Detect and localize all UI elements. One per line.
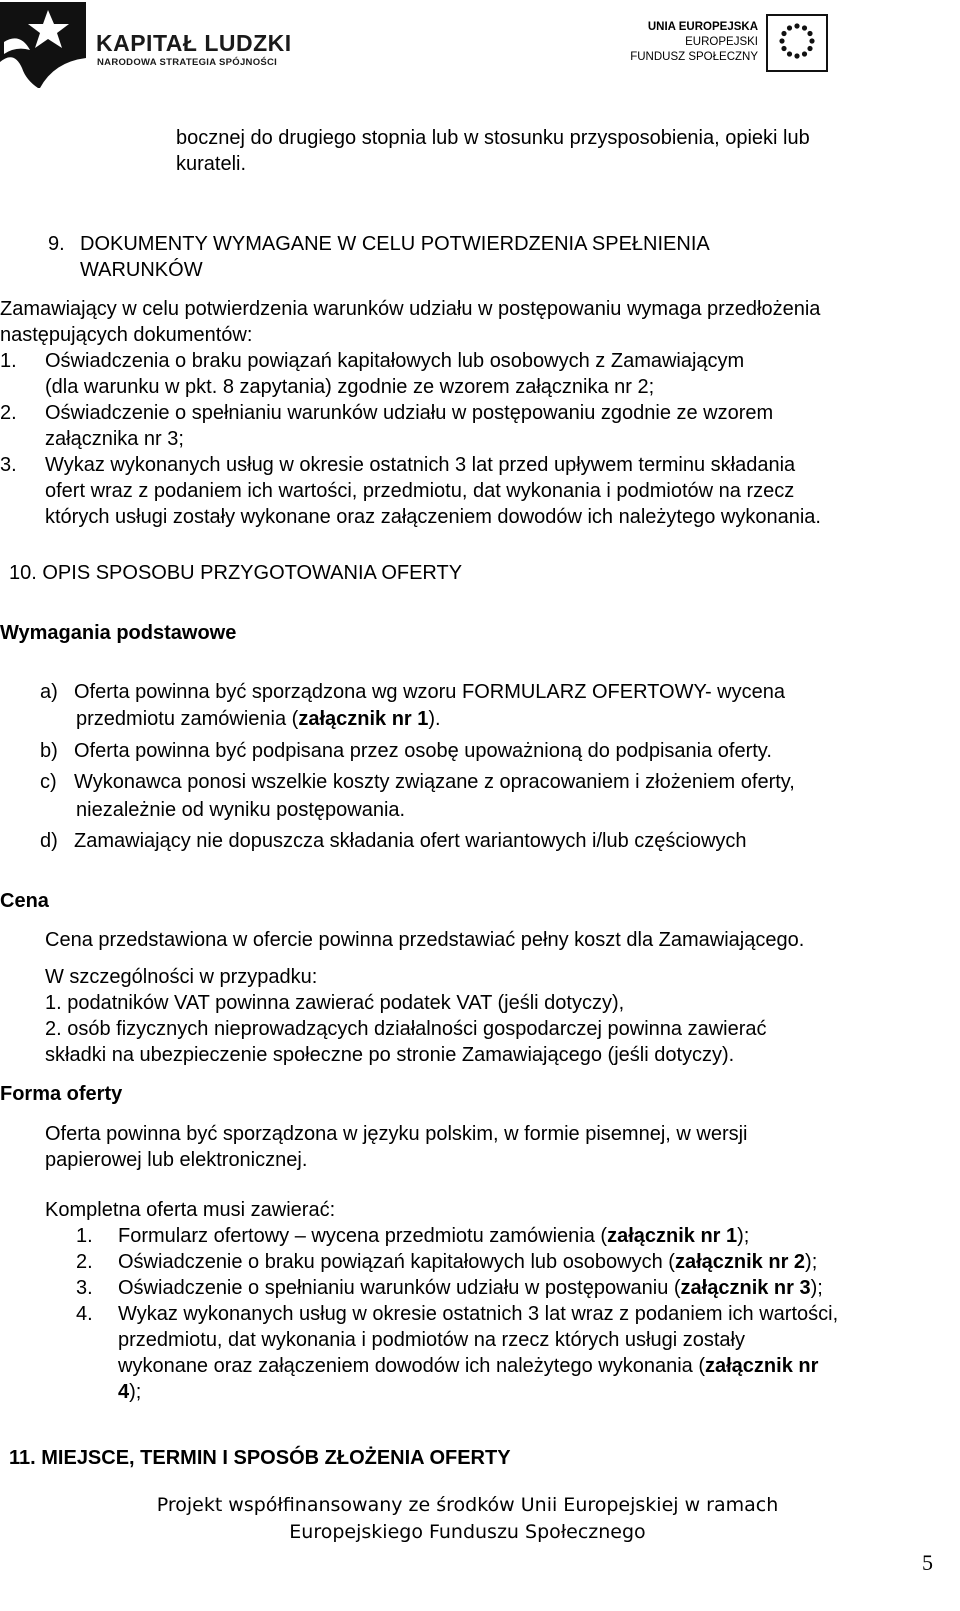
- kapital-ludzki-emblem-icon: [0, 2, 86, 88]
- eu-line-union: UNIA EUROPEJSKA: [647, 21, 758, 33]
- doc-item-line: ofert wraz z podaniem ich wartości, przedmiotu, dat wykonania i podmiotów na rzecz: [45, 480, 795, 502]
- section-9-lead-line-2: następujących dokumentów:: [0, 324, 253, 346]
- kapital-ludzki-title: KAPITAŁ LUDZKI: [96, 30, 292, 56]
- section-9-title-line-2: WARUNKÓW: [80, 259, 203, 281]
- doc-item-number: 2.: [0, 402, 17, 424]
- eu-line-fund: FUNDUSZ SPOŁECZNY: [630, 51, 758, 63]
- doc-item-line: załącznika nr 3;: [45, 428, 184, 450]
- section-10-title: 10. OPIS SPOSOBU PRZYGOTOWANIA OFERTY: [9, 562, 463, 584]
- complete-item-number: 2.: [76, 1251, 93, 1273]
- complete-item-line: 4);: [118, 1381, 142, 1403]
- subheading-offer-form: Forma oferty: [0, 1083, 123, 1105]
- complete-item-number: 4.: [76, 1303, 93, 1325]
- eu-flag-icon: [766, 14, 828, 72]
- doc-item-number: 3.: [0, 454, 17, 476]
- doc-item-line: Oświadczenia o braku powiązań kapitałowych lub osobowych z Zamawiającym: [45, 350, 745, 372]
- requirement-line: niezależnie od wyniku postępowania.: [76, 799, 406, 821]
- intro-line-1: bocznej do drugiego stopnia lub w stosunku przysposobienia, opieki lub: [176, 127, 810, 149]
- eu-text-block: [598, 20, 758, 65]
- subheading-basic-requirements: Wymagania podstawowe: [0, 622, 237, 644]
- price-special-cases: W szczególności w przypadku:: [45, 966, 318, 988]
- requirement-letter: b): [40, 740, 58, 762]
- requirement-line: Wykonawca ponosi wszelkie koszty związane z opracowaniem i złożeniem oferty,: [74, 771, 795, 793]
- complete-item-line: Oświadczenie o spełnianiu warunków udziału w postępowaniu (załącznik nr 3);: [118, 1277, 823, 1299]
- complete-item-line: Formularz ofertowy – wycena przedmiotu zamówienia (załącznik nr 1);: [118, 1225, 750, 1247]
- doc-item-line: Oświadczenie o spełnianiu warunków udziału w postępowaniu zgodnie ze wzorem: [45, 402, 774, 424]
- section-9-lead-line-1: Zamawiający w celu potwierdzenia warunków udziału w postępowaniu wymaga przedłożenia: [0, 298, 821, 320]
- subheading-price: Cena: [0, 890, 49, 912]
- kapital-ludzki-subtitle: NARODOWA STRATEGIA SPÓJNOŚCI: [97, 57, 278, 68]
- complete-item-line: Wykaz wykonanych usług w okresie ostatnich 3 lat wraz z podaniem ich wartości,: [118, 1303, 839, 1325]
- kapital-ludzki-logo: [0, 0, 300, 90]
- page-number: 5: [922, 1550, 933, 1575]
- doc-item-number: 1.: [0, 350, 17, 372]
- price-item-line: 2. osób fizycznych nieprowadzących działalności gospodarczej powinna zawierać: [45, 1018, 767, 1040]
- section-11-title: 11. MIEJSCE, TERMIN I SPOSÓB ZŁOŻENIA OFERTY: [9, 1447, 511, 1469]
- complete-item-number: 3.: [76, 1277, 93, 1299]
- form-line: papierowej lub elektronicznej.: [45, 1149, 308, 1171]
- eu-logo: [600, 14, 830, 74]
- eu-line-european: EUROPEJSKI: [685, 36, 758, 48]
- requirement-line: Oferta powinna być sporządzona wg wzoru FORMULARZ OFERTOWY- wycena: [74, 681, 785, 703]
- price-description: Cena przedstawiona w ofercie powinna przedstawiać pełny koszt dla Zamawiającego.: [45, 929, 805, 951]
- complete-item-line: przedmiotu, dat wykonania i podmiotów na rzecz których usługi zostały: [118, 1329, 745, 1351]
- requirement-letter: c): [40, 771, 57, 793]
- complete-item-line: wykonane oraz załączeniem dowodów ich należytego wykonania (załącznik nr: [118, 1355, 819, 1377]
- section-9-title-line-1: DOKUMENTY WYMAGANE W CELU POTWIERDZENIA SPEŁNIENIA: [80, 233, 710, 255]
- requirement-line: Zamawiający nie dopuszcza składania ofert wariantowych i/lub częściowych: [74, 830, 747, 852]
- doc-item-line: których usługi zostały wykonane oraz załączeniem dowodów ich należytego wykonania.: [45, 506, 821, 528]
- requirement-letter: a): [40, 681, 58, 703]
- requirement-letter: d): [40, 830, 58, 852]
- footer-cofinancing: [0, 1492, 935, 1546]
- complete-offer-intro: Kompletna oferta musi zawierać:: [45, 1199, 336, 1221]
- form-line: Oferta powinna być sporządzona w języku polskim, w formie pisemnej, w wersji: [45, 1123, 748, 1145]
- section-9-number: 9.: [48, 233, 65, 255]
- doc-item-line: Wykaz wykonanych usług w okresie ostatnich 3 lat przed upływem terminu składania: [45, 454, 796, 476]
- complete-item-line: Oświadczenie o braku powiązań kapitałowych lub osobowych (załącznik nr 2);: [118, 1251, 818, 1273]
- intro-line-2: kurateli.: [176, 153, 247, 175]
- requirement-line: Oferta powinna być podpisana przez osobę upoważnioną do podpisania oferty.: [74, 740, 772, 762]
- price-item-line: 1. podatników VAT powinna zawierać podatek VAT (jeśli dotyczy),: [45, 992, 625, 1014]
- doc-item-line: (dla warunku w pkt. 8 zapytania) zgodnie ze wzorem załącznika nr 2;: [45, 376, 655, 398]
- requirement-line: przedmiotu zamówienia (załącznik nr 1).: [76, 708, 441, 730]
- price-item-line: składki na ubezpieczenie społeczne po stronie Zamawiającego (jeśli dotyczy).: [45, 1044, 735, 1066]
- footer-line-1: Projekt współfinansowany ze środków Unii Europejskiej w ramach: [156, 1494, 779, 1516]
- footer-line-2: Europejskiego Funduszu Społecznego: [289, 1521, 646, 1543]
- complete-item-number: 1.: [76, 1225, 93, 1247]
